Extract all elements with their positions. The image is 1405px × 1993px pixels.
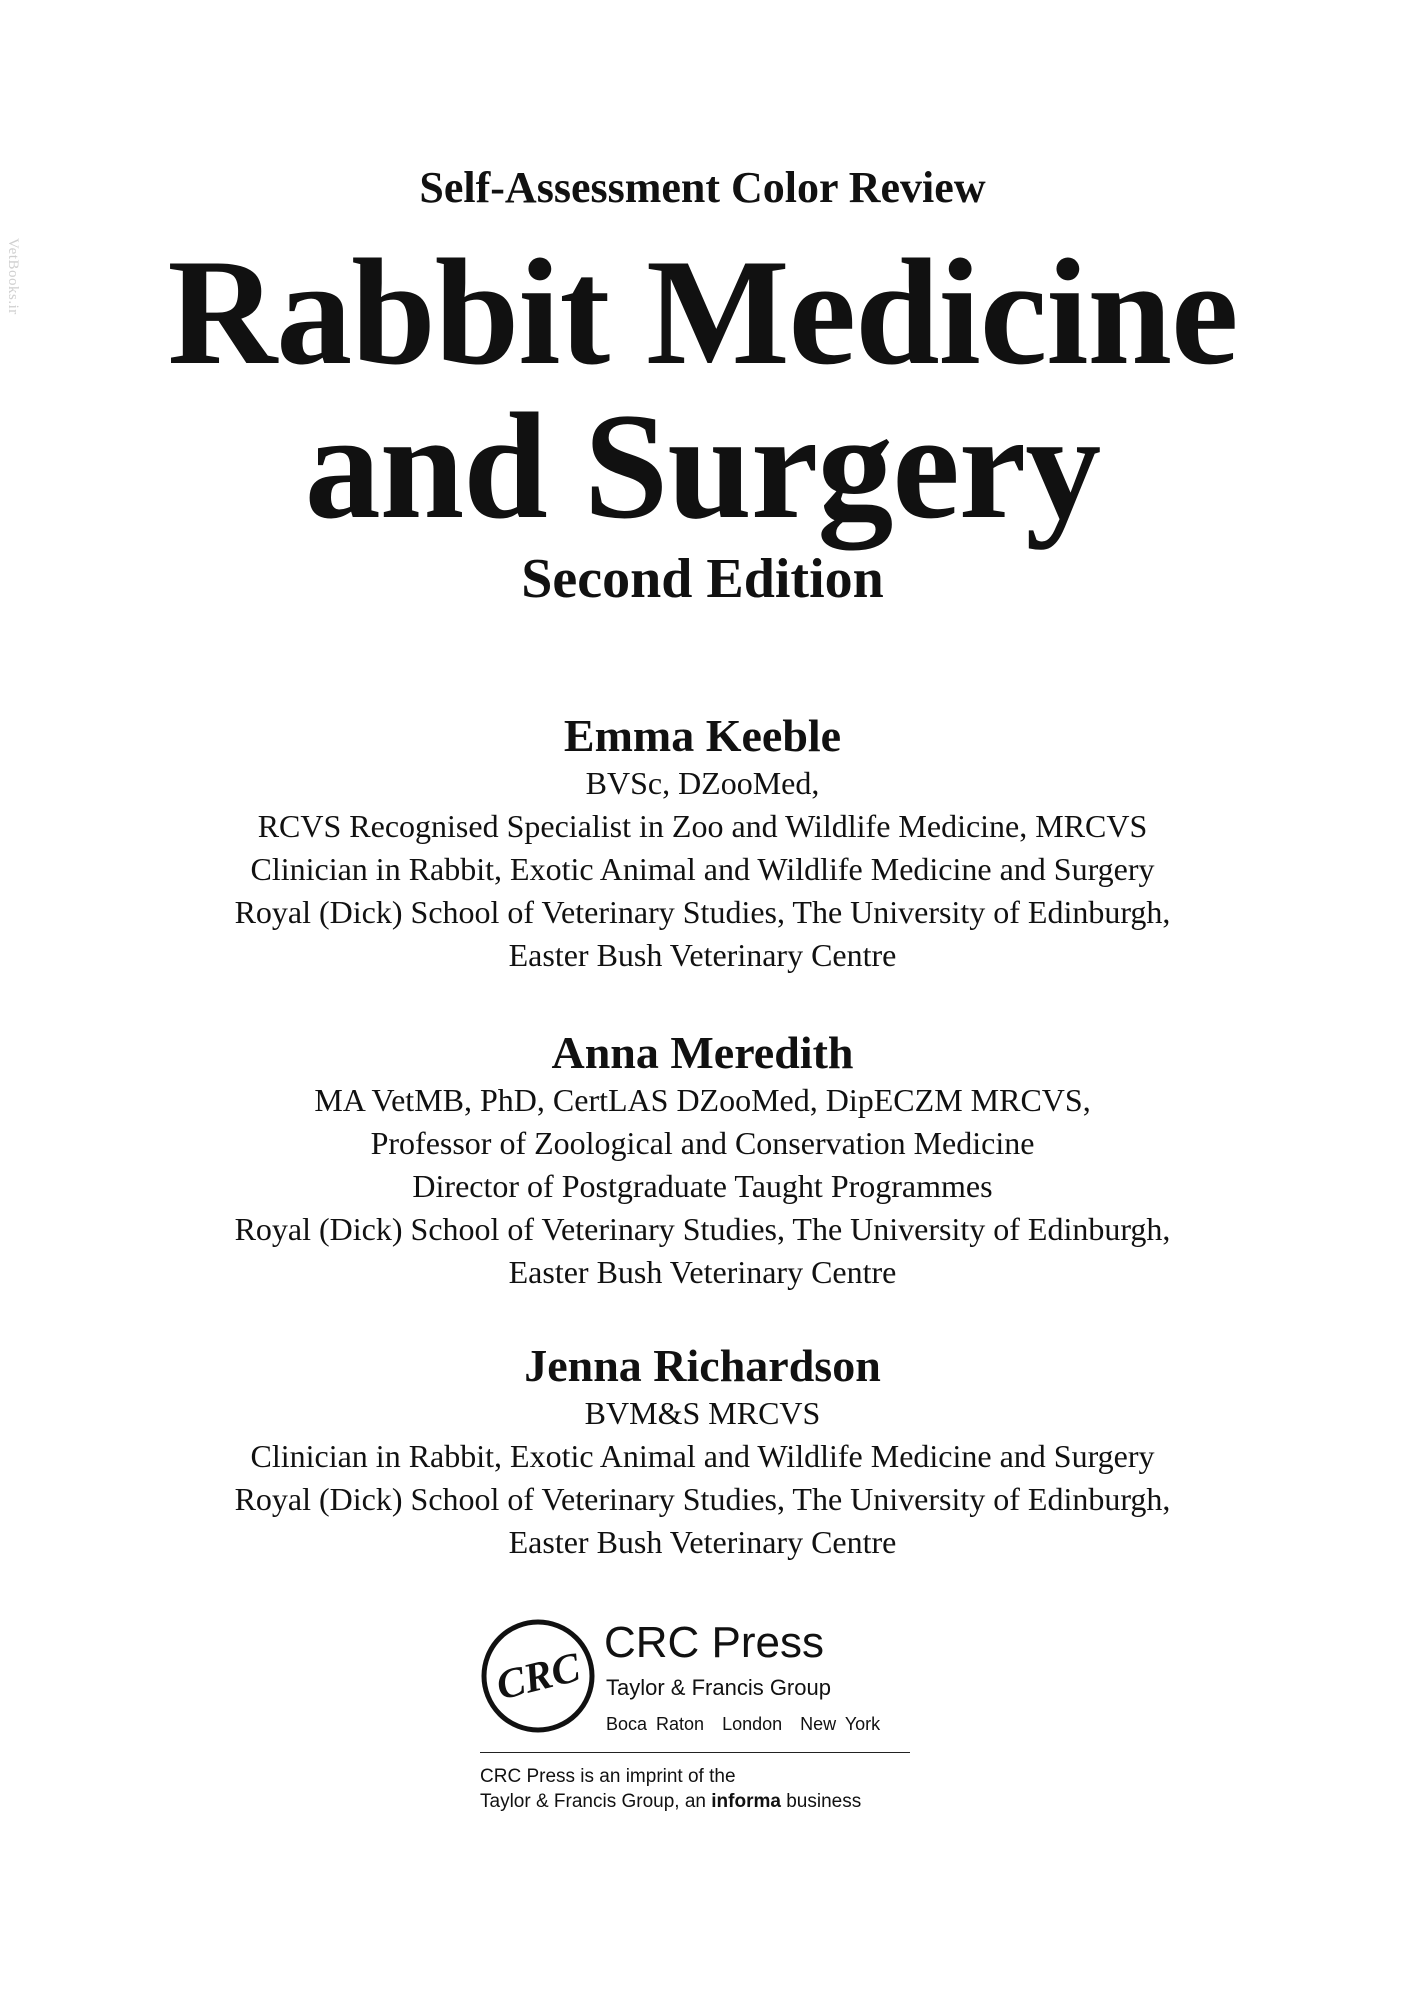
publisher-block [480, 1618, 920, 1818]
author-block [0, 1340, 1405, 1564]
watermark: VetBooks.ir [5, 238, 21, 315]
imprint-note [480, 1764, 861, 1814]
book-title-line1: Rabbit Medicine [167, 228, 1238, 396]
imprint-text: business [780, 1791, 862, 1812]
author-credential-line: BVSc, DZooMed, [585, 765, 820, 801]
author-name: Anna Meredith [551, 1027, 854, 1078]
imprint-text: Taylor & Francis Group, an [480, 1791, 712, 1812]
author-name: Jenna Richardson [524, 1340, 881, 1391]
author-credential-line: RCVS Recognised Specialist in Zoo and Wildlife Medicine, MRCVS [257, 808, 1148, 844]
series-title: Self-Assessment Color Review [419, 163, 986, 212]
author-credential-line: Clinician in Rabbit, Exotic Animal and Wildlife Medicine and Surgery [250, 851, 1155, 887]
publisher-name: CRC Press [604, 1618, 825, 1667]
author-name: Emma Keeble [563, 710, 842, 761]
book-title-line2: and Surgery [304, 382, 1101, 550]
crc-logo-icon [480, 1618, 596, 1734]
publisher-group: Taylor & Francis Group [606, 1675, 831, 1700]
author-credential-line: Easter Bush Veterinary Centre [508, 937, 897, 973]
author-credential-line: Royal (Dick) School of Veterinary Studies, The University of Edinburgh, [234, 1211, 1171, 1247]
author-credential-line: Royal (Dick) School of Veterinary Studies, The University of Edinburgh, [234, 1481, 1171, 1517]
crc-logo-text: CRC [491, 1644, 585, 1710]
author-block [0, 710, 1405, 977]
author-credential-line: BVM&S MRCVS [584, 1395, 821, 1431]
informa-brand: informa [711, 1791, 781, 1812]
author-credential-line: Easter Bush Veterinary Centre [508, 1524, 897, 1560]
publisher-cities: Boca Raton London New York [606, 1714, 881, 1734]
author-credential-line: MA VetMB, PhD, CertLAS DZooMed, DipECZM MRCVS, [314, 1082, 1091, 1118]
author-block [0, 1027, 1405, 1294]
author-credential-line: Clinician in Rabbit, Exotic Animal and Wildlife Medicine and Surgery [250, 1438, 1155, 1474]
author-credential-line: Royal (Dick) School of Veterinary Studies, The University of Edinburgh, [234, 894, 1171, 930]
imprint-line: CRC Press is an imprint of the [480, 1766, 736, 1787]
edition: Second Edition [521, 548, 884, 610]
book-title [0, 228, 1405, 550]
author-credential-line: Easter Bush Veterinary Centre [508, 1254, 897, 1290]
author-credential-line: Director of Postgraduate Taught Programmes [412, 1168, 993, 1204]
author-credential-line: Professor of Zoological and Conservation Medicine [370, 1125, 1035, 1161]
divider [480, 1752, 910, 1753]
imprint-line [480, 1789, 861, 1814]
